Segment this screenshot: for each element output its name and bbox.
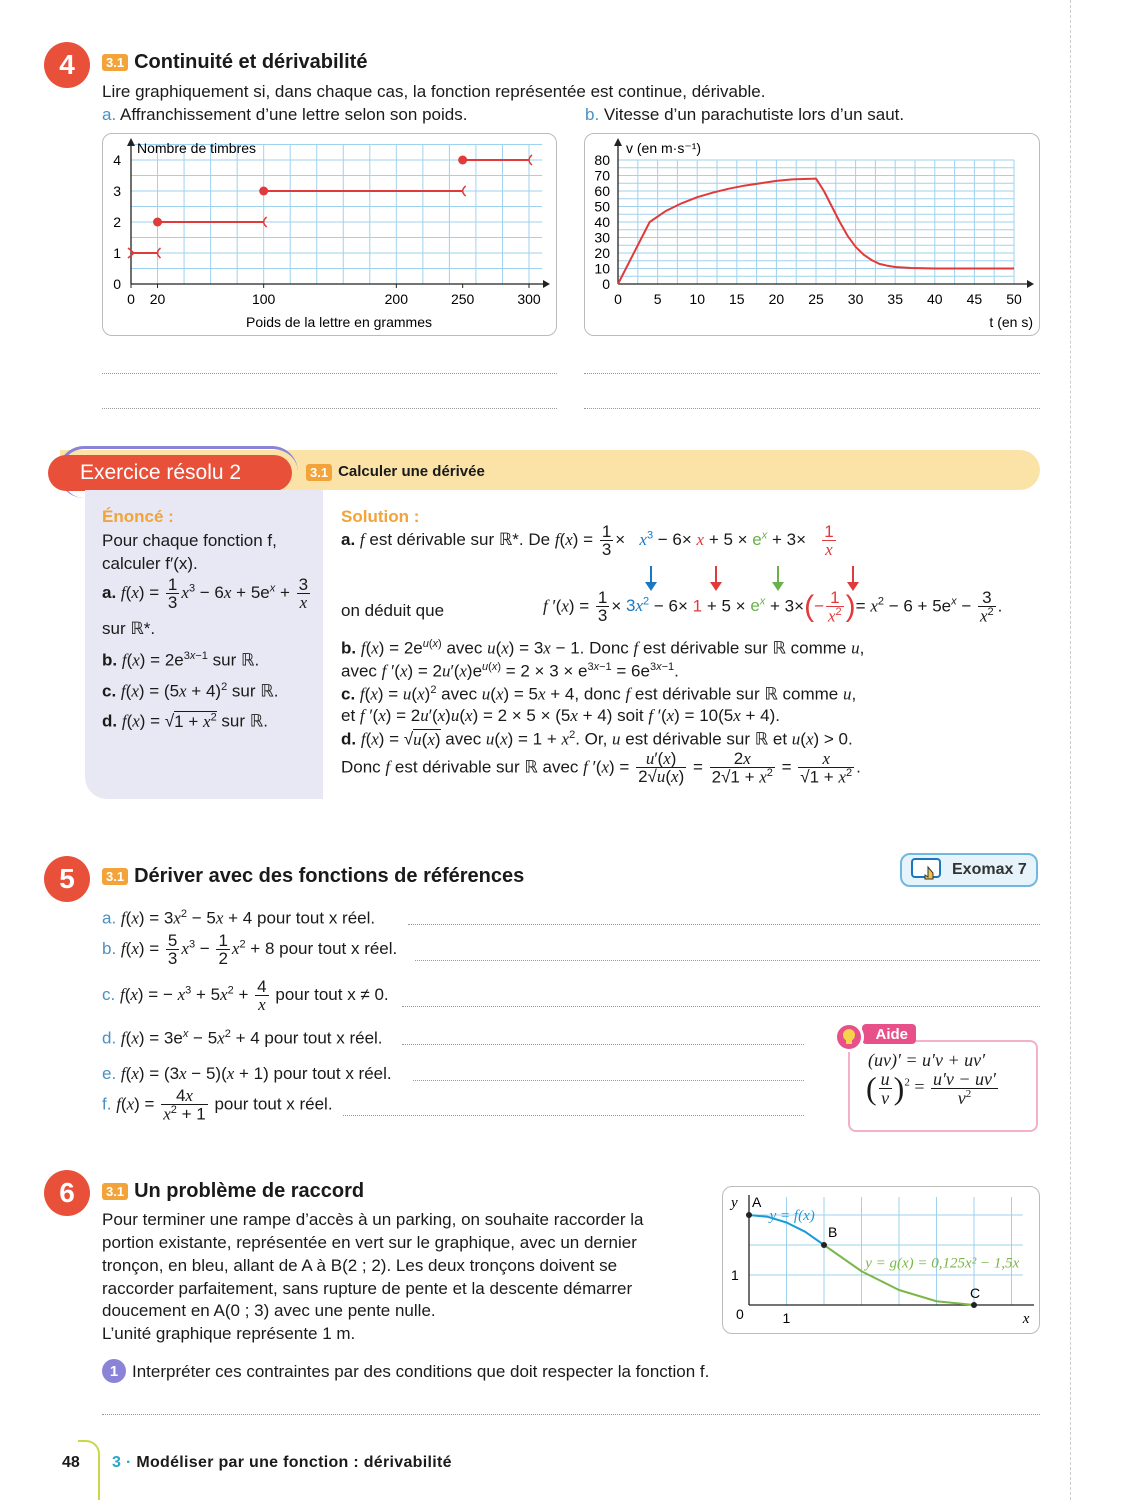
y-axis-arrow-icon	[127, 138, 135, 146]
y-tick-label: 50	[594, 198, 610, 215]
solution-a-line1: a. f est dérivable sur ℝ*. De f(x) = $\frac{1}{3}$ × $x^3 - 6\times x + 5 \times e^x + 3\times$ $\frac{1}{x}$	[341, 522, 834, 559]
x-tick-label: 5	[653, 291, 662, 307]
exercise-5-title: 3.1 Dériver avec des fonctions de références	[102, 865, 524, 888]
exercise-4-number: 4	[44, 42, 90, 88]
solution-c-line2: et f ′(x) = 2u′(x)u(x) = 2 × 5 × (5x + 4) soit f ′(x) = 10(5x + 4).	[341, 706, 780, 725]
point-marker	[821, 1242, 827, 1248]
y-axis-arrow-icon	[614, 138, 622, 146]
solution-b-line2: avec f $'(x) = 2u'(x)e^{u(x)} = 2 \times 3 \times e^{3x-1} = 6e^{3x-1}$.	[341, 661, 679, 681]
enonce-a: a. f(x) = $\frac{1}{3}$ $x^3 - 6x + 5e^x$ + $\frac{3}{x}$	[102, 575, 309, 612]
solution-c-line1: c. $f(x) = u(x)^2$ avec u(x) = 5x + 4, donc f est dérivable sur ℝ comme u,	[341, 684, 857, 704]
exomax-label: Exomax 7	[952, 861, 1027, 878]
exercise-4-b: b. Vitesse d’un parachutiste lors d’un saut.	[585, 105, 905, 124]
x-axis-label: Poids de la lettre en grammes	[246, 314, 432, 330]
answer-line	[584, 373, 1040, 374]
y-tick-label: 30	[594, 229, 610, 246]
x-tick-label: 0	[127, 291, 135, 307]
exercise-4-title: 3.1 Continuité et dérivabilité	[102, 51, 367, 74]
chart-a-frame	[102, 133, 557, 336]
exercise-5-number: 5	[44, 856, 90, 902]
y-tick-label: 80	[594, 152, 610, 168]
ex6-paragraph-line: portion existante, représentée en vert sur le graphique, avec un dernier	[102, 1233, 637, 1252]
answer-line	[102, 373, 557, 374]
x-axis-arrow-icon	[1027, 280, 1034, 288]
chapter-title: 3 · Modéliser par une fonction : dérivabilité	[112, 1454, 452, 1471]
x-axis-label: x	[1022, 1311, 1030, 1327]
y-tick-label: 1	[731, 1267, 739, 1283]
resolu-title: 3.1 Calculer une dérivée	[306, 463, 485, 481]
y-tick-label: 60	[594, 183, 610, 199]
y-axis-label: y	[731, 1195, 738, 1211]
aide-label: Aide	[862, 1024, 916, 1044]
x-tick-label: 100	[251, 291, 276, 307]
y-tick-label: 40	[594, 214, 610, 230]
exercise-4-a: a. Affranchissement d’une lettre selon son poids.	[102, 105, 468, 124]
answer-line	[402, 1044, 804, 1045]
ex5-item-a: a. $f(x) = 3x^2 - 5x + 4$ pour tout x réel.	[102, 908, 376, 928]
enonce-label: Énoncé :	[102, 507, 174, 526]
lightbulb-icon	[834, 1022, 864, 1052]
answer-line	[102, 1414, 1040, 1415]
y-tick-label: 3	[113, 183, 121, 199]
x-tick-label: 200	[384, 291, 409, 307]
solution-d-line1: d. f(x) = √u(x) avec $u(x) = 1 + x^2$. Or, u est dérivable sur ℝ et u(x) > 0.	[341, 729, 853, 749]
closed-endpoint	[153, 218, 162, 227]
x-tick-label: 0	[614, 291, 622, 307]
enonce-b: b. $f(x) = 2e^{3x-1}$ sur ℝ.	[102, 650, 260, 670]
x-tick-label: 10	[689, 291, 705, 307]
enonce-a-domain: sur ℝ*.	[102, 619, 156, 638]
answer-line	[343, 1115, 804, 1116]
closed-endpoint	[259, 187, 268, 196]
ex5-item-b: b. f(x) = $\frac{5}{3}$ $x^3$ − $\frac{1}{2}$ $x^2 + 8$ pour tout x réel.	[102, 931, 398, 968]
ex6-paragraph-line: Pour terminer une rampe d’accès à un parking, on souhaite raccorder la	[102, 1210, 644, 1229]
y-tick-label: 0	[602, 276, 610, 292]
arrow-down-icon	[645, 566, 657, 591]
aide-formula-product: (uv)′ = u′v + uv′	[868, 1050, 986, 1070]
ex5-item-d: d. $f(x) = 3e^x - 5x^2 + 4$ pour tout x réel.	[102, 1028, 383, 1048]
ex5-item-c: c. f(x) = − $x^3 + 5x^2$ + $\frac{4}{x}$ pour tout x ≠ 0.	[102, 977, 389, 1014]
chart-c-raccord	[723, 1187, 1038, 1332]
chart-b-parachute	[585, 134, 1038, 334]
point-marker	[746, 1212, 752, 1218]
x-axis-arrow-icon	[543, 280, 550, 288]
y-tick-label: 70	[594, 167, 610, 184]
arrow-down-icon	[772, 566, 784, 591]
page-number: 48	[62, 1454, 80, 1471]
exomax-button[interactable]	[900, 853, 1038, 887]
solution-b-line1: b. $f(x) = 2e^{u(x)}$ avec u(x) = 3x − 1. Donc f est dérivable sur ℝ comme u,	[341, 638, 865, 658]
resolu-banner: Exercice résolu 2	[48, 455, 292, 491]
exercise-6-number: 6	[44, 1170, 90, 1216]
question-1-badge: 1	[102, 1359, 126, 1383]
x-tick-label: 250	[450, 291, 475, 307]
arrow-down-icon	[710, 566, 722, 591]
point-marker	[971, 1302, 977, 1308]
answer-line	[408, 924, 1040, 925]
enonce-intro: Pour chaque fonction f, calculer f′(x).	[102, 531, 277, 573]
y-tick-label: 20	[594, 245, 610, 261]
point-label: A	[752, 1194, 762, 1210]
exercise-4-tag: 3.1	[102, 54, 128, 71]
y-axis-label: v (en m·s⁻¹)	[626, 140, 702, 156]
enonce-c: c. $f(x) = (5x + 4)^2$ sur ℝ.	[102, 681, 279, 701]
chart-c-frame	[722, 1186, 1040, 1334]
x-tick-label: 300	[517, 291, 541, 307]
y-tick-label: 0	[113, 276, 121, 292]
point-label: C	[970, 1285, 981, 1301]
solution-a-line2: f ′(x) = $\frac{1}{3}$ × $3x^2 - 6\times 1 + 5 \times e^x + 3\times(-$ $\frac{1}{x^2}$ )= $x^2 - 6 + 5e^x$ − $\frac{3}{x^2}$ .	[543, 588, 1003, 626]
x-tick-label: 20	[149, 291, 166, 307]
ex5-item-f: f. f(x) = $\frac{4x}{x^2 + 1}$ pour tout x réel.	[102, 1086, 333, 1124]
x-tick-label: 40	[927, 291, 943, 307]
x-tick-label: 15	[729, 291, 745, 307]
chart-a-stamps	[103, 134, 555, 334]
y-tick-label: 1	[113, 245, 121, 261]
series-label: y = g(x) = 0,125x² − 1,5x	[865, 1255, 1020, 1272]
ex6-paragraph-line: raccorder parfaitement, sans rupture de pente et la descente démarrer	[102, 1279, 633, 1298]
closed-endpoint	[458, 156, 467, 165]
page-margin-line	[1070, 0, 1071, 1500]
solution-d-line2: Donc f est dérivable sur ℝ avec f ′(x) = $\frac{u'(x)}{2√u(x)}$ = $\frac{2x}{2√1 + x^2}$ = $\frac{x}{√1 + x^2}$ .	[341, 749, 861, 787]
question-1-text: Interpréter ces contraintes par des conditions que doit respecter la fonction f.	[132, 1362, 710, 1381]
footer-divider	[78, 1440, 100, 1500]
hand-pointer-icon	[910, 857, 946, 883]
chart-b-frame	[584, 133, 1040, 336]
answer-line	[402, 1006, 1040, 1007]
answer-line	[413, 1080, 804, 1081]
exercise-6-title: 3.1 Un problème de raccord	[102, 1180, 364, 1203]
x-tick-label: 45	[966, 291, 983, 307]
y-tick-label: 2	[113, 214, 121, 230]
y-tick-label: 10	[594, 260, 610, 277]
arrow-down-icon	[847, 566, 859, 591]
y-tick-label: 4	[113, 152, 121, 168]
ex6-paragraph-line: L’unité graphique représente 1 m.	[102, 1324, 356, 1343]
answer-line	[415, 960, 1040, 961]
ex6-paragraph-line: tronçon, en bleu, allant de A à B(2 ; 2). Les deux tronçons doivent se	[102, 1256, 618, 1275]
ex5-item-e: e. f(x) = (3x − 5)(x + 1) pour tout x réel.	[102, 1064, 392, 1083]
ex6-paragraph-line: doucement en A(0 ; 3) avec une pente nulle.	[102, 1301, 436, 1320]
answer-line	[584, 408, 1040, 409]
solution-label: Solution :	[341, 507, 420, 526]
answer-line	[102, 408, 557, 409]
x-tick-label: 20	[768, 291, 785, 307]
x-tick-label: 30	[847, 291, 864, 307]
x-axis-label: t (en s)	[989, 314, 1033, 330]
y-axis-label: Nombre de timbres	[137, 140, 257, 156]
series-label: y = f(x)	[769, 1208, 815, 1224]
x-tick-label: 35	[887, 291, 903, 307]
solution-a-line2-label: on déduit que	[341, 601, 445, 620]
x-tick-label: 25	[808, 291, 824, 307]
enonce-d: d. $f(x) = √1 + x^2$ sur ℝ.	[102, 711, 268, 731]
point-label: B	[828, 1224, 838, 1240]
x-tick-label: 0	[736, 1306, 744, 1322]
aide-formula-quotient: ( $\frac{u}{v}$ )$^2$ = $\frac{u'v - uv'}{v^2}$	[866, 1069, 996, 1108]
exercise-4-intro: Lire graphiquement si, dans chaque cas, la fonction représentée est continue, dérivable.	[102, 82, 766, 101]
x-tick-label: 50	[1006, 291, 1022, 307]
x-tick-label: 1	[782, 1310, 791, 1326]
